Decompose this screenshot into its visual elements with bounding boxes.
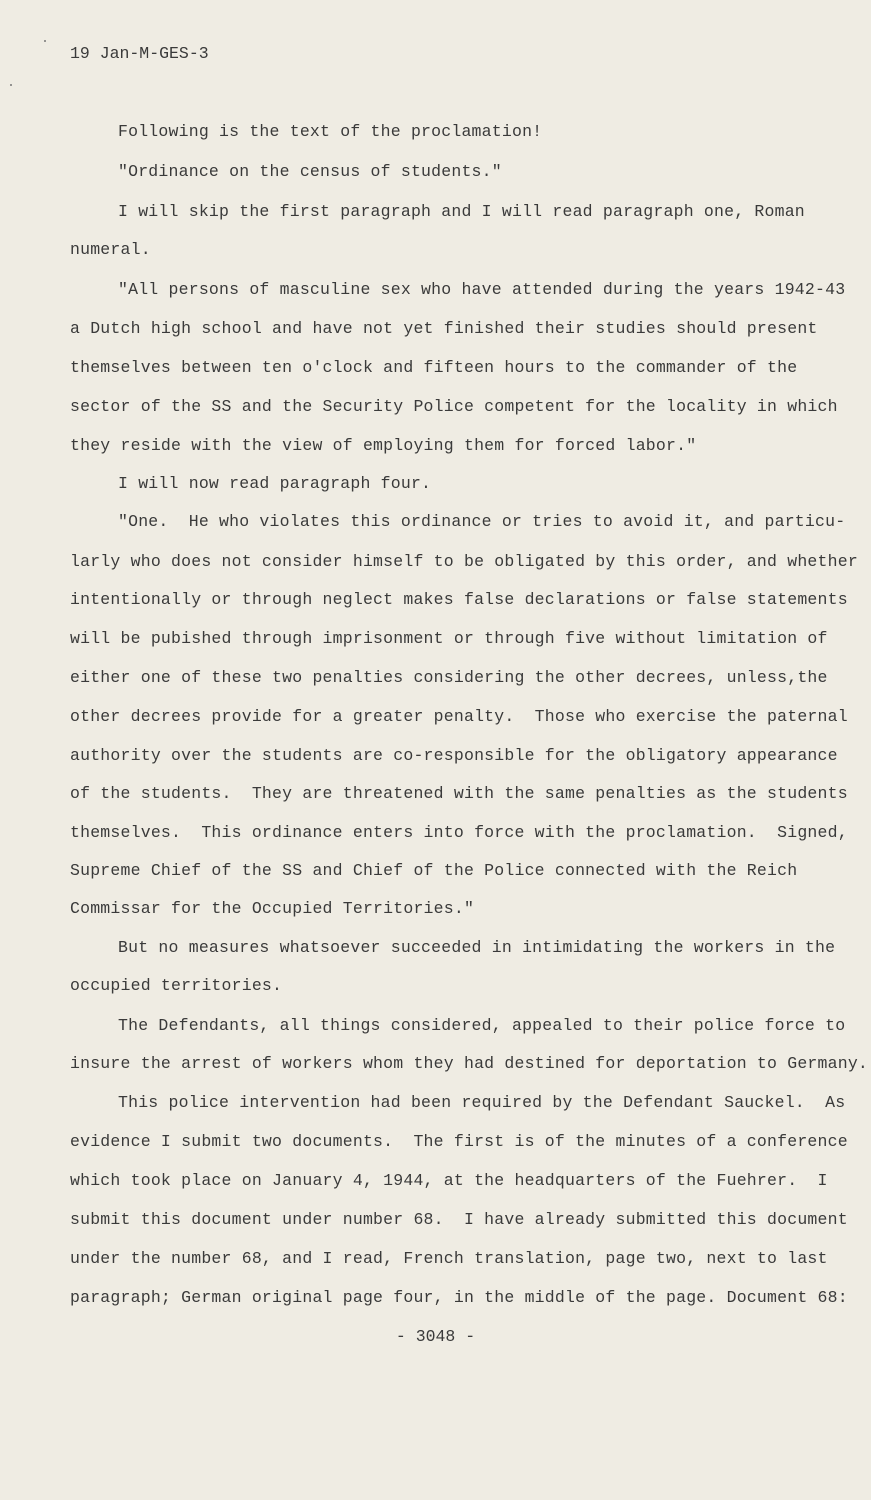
paper-speck	[44, 40, 46, 42]
text-line: numeral.	[70, 240, 151, 259]
text-line: This police intervention had been required by the Defendant Sauckel. As	[118, 1093, 846, 1112]
text-line: themselves. This ordinance enters into force with the proclamation. Signed,	[70, 823, 848, 842]
text-line: Supreme Chief of the SS and Chief of the Police connected with the Reich	[70, 861, 798, 880]
text-line: of the students. They are threatened with the same penalties as the students	[70, 784, 848, 803]
text-line: But no measures whatsoever succeeded in intimidating the workers in the	[118, 938, 836, 957]
text-line: Commissar for the Occupied Territories."	[70, 899, 475, 918]
text-line: I will skip the first paragraph and I will read paragraph one, Roman	[118, 202, 805, 221]
text-line: they reside with the view of employing them for forced labor."	[70, 436, 697, 455]
text-line: either one of these two penalties considering the other decrees, unless,the	[70, 668, 828, 687]
text-line: submit this document under number 68. I have already submitted this document	[70, 1210, 848, 1229]
text-line: which took place on January 4, 1944, at the headquarters of the Fuehrer. I	[70, 1171, 828, 1190]
text-line: authority over the students are co-responsible for the obligatory appearance	[70, 746, 838, 765]
text-line: I will now read paragraph four.	[118, 474, 432, 493]
text-line: will be pubished through imprisonment or through five without limitation of	[70, 629, 828, 648]
text-line: themselves between ten o'clock and fifteen hours to the commander of the	[70, 358, 798, 377]
text-line: insure the arrest of workers whom they had destined for deportation to Germany.	[70, 1054, 869, 1073]
text-line: "All persons of masculine sex who have attended during the years 1942-43	[118, 280, 846, 299]
document-reference-header: 19 Jan-M-GES-3	[70, 44, 209, 63]
text-line: a Dutch high school and have not yet finished their studies should present	[70, 319, 818, 338]
text-line: The Defendants, all things considered, appealed to their police force to	[118, 1016, 846, 1035]
text-line: occupied territories.	[70, 976, 283, 995]
text-line: Following is the text of the proclamation!	[118, 122, 543, 141]
text-line: sector of the SS and the Security Police competent for the locality in which	[70, 397, 838, 416]
text-line: "Ordinance on the census of students."	[118, 162, 502, 181]
text-line: under the number 68, and I read, French translation, page two, next to last	[70, 1249, 828, 1268]
text-line: larly who does not consider himself to be obligated by this order, and whether	[70, 552, 858, 571]
text-line: evidence I submit two documents. The first is of the minutes of a conference	[70, 1132, 848, 1151]
text-line: other decrees provide for a greater penalty. Those who exercise the paternal	[70, 707, 848, 726]
page-number: - 3048 -	[395, 1327, 476, 1346]
text-line: paragraph; German original page four, in the middle of the page. Document 68:	[70, 1288, 848, 1307]
text-line: "One. He who violates this ordinance or tries to avoid it, and particu-	[118, 512, 846, 531]
text-line: intentionally or through neglect makes false declarations or false statements	[70, 590, 848, 609]
paper-speck	[10, 84, 12, 86]
